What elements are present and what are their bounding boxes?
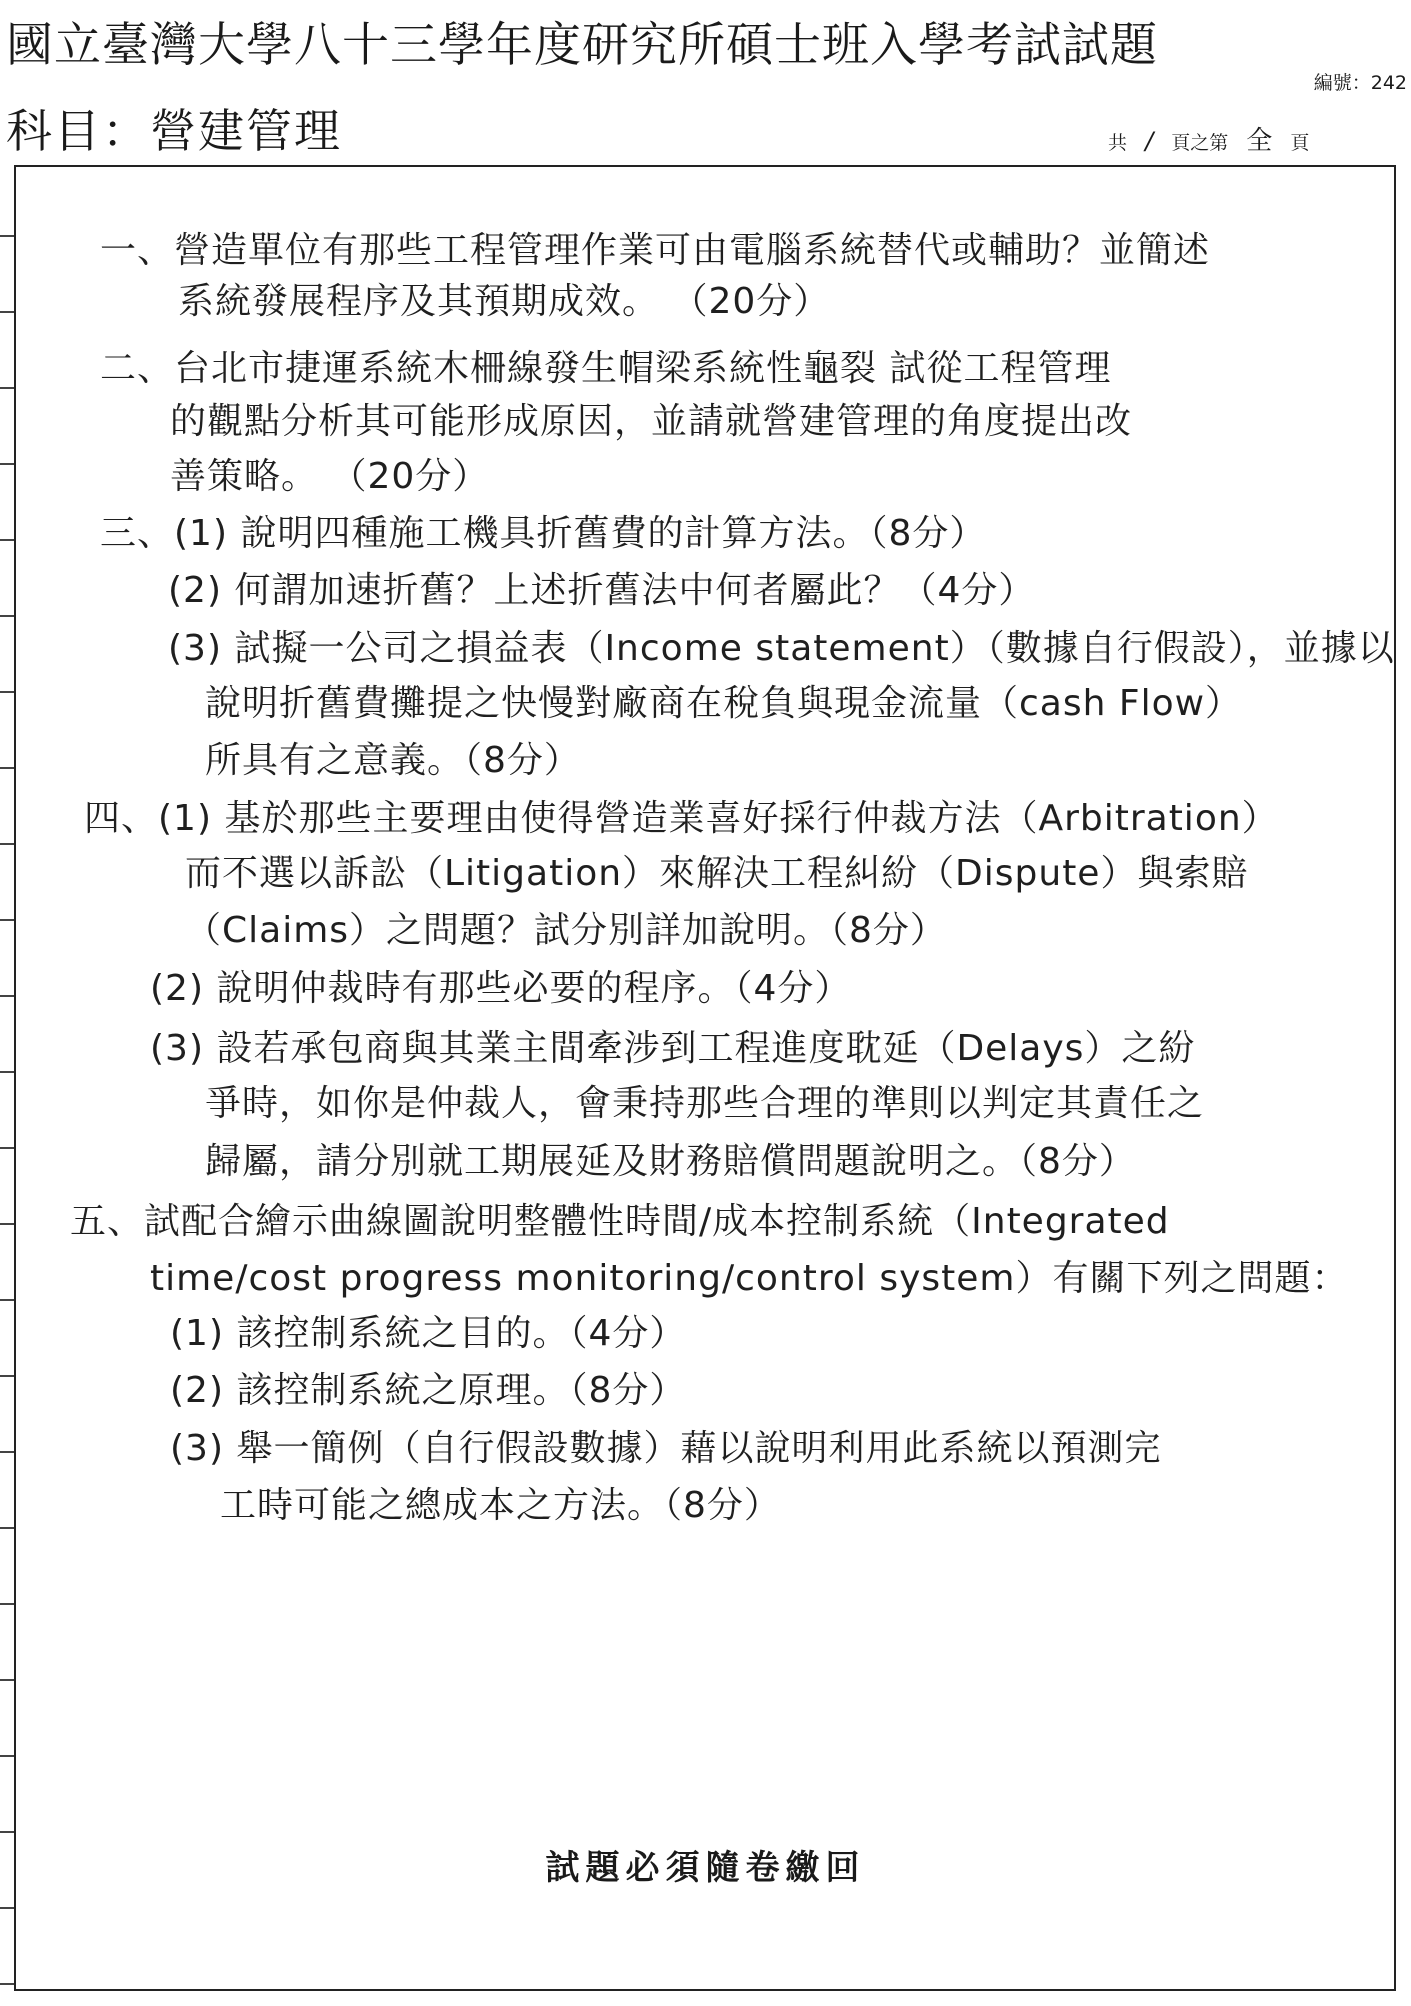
question-4-line-5: (3) 設若承包商與其業主間牽涉到工程進度耽延（Delays）之紛 (150, 1028, 1196, 1069)
question-3-line-3: (3) 試擬一公司之損益表（Income statement）（數據自行假設），並據以 (168, 628, 1395, 669)
question-4-line-2: 而不選以訴訟（Litigation）來解決工程糾紛（Dispute）與索賠 (185, 853, 1249, 894)
page-info-page-of: 頁之第 (1171, 132, 1229, 154)
question-5-line-5: (3) 舉一簡例（自行假設數據）藉以說明利用此系統以預測完 (170, 1428, 1162, 1469)
question-4-line-1: 四、(1) 基於那些主要理由使得營造業喜好採行仲裁方法（Arbitration） (84, 798, 1279, 839)
question-1-line-2: 系統發展程序及其預期成效。 （20分） (178, 281, 831, 322)
exam-title: 國立臺灣大學八十三學年度研究所碩士班入學考試試題 (6, 18, 1158, 73)
question-5-line-4: (2) 該控制系統之原理。（8分） (170, 1370, 687, 1411)
question-1-line-1: 一、營造單位有那些工程管理作業可由電腦系統替代或輔助？並簡述 (100, 230, 1211, 271)
question-5-line-2: time/cost progress monitoring/control system）有關下列之問題： (150, 1258, 1349, 1299)
question-3-line-4: 說明折舊費攤提之快慢對廠商在稅負與現金流量（cash Flow） (205, 683, 1243, 724)
question-3-line-1: 三、(1) 說明四種施工機具折舊費的計算方法。（8分） (100, 513, 987, 554)
exam-subject: 科目：營建管理 (6, 104, 342, 158)
question-4-line-3: （Claims）之問題？試分別詳加說明。（8分） (185, 910, 947, 951)
question-5-line-3: (1) 該控制系統之目的。（4分） (170, 1313, 687, 1354)
question-2-line-1: 二、台北市捷運系統木柵線發生帽梁系統性龜裂 試從工程管理 (100, 348, 1112, 389)
question-3-line-2: (2) 何謂加速折舊？上述折舊法中何者屬此？（4分） (168, 570, 1036, 611)
footer-note: 試題必須隨卷繳回 (545, 1848, 866, 1888)
page-info (1108, 120, 1321, 157)
question-5-line-6: 工時可能之總成本之方法。（8分） (220, 1485, 781, 1526)
question-4-line-7: 歸屬，請分別就工期展延及財務賠償問題說明之。（8分） (205, 1141, 1136, 1182)
page-info-gong: 共 (1108, 132, 1128, 154)
question-2-line-2: 的觀點分析其可能形成原因，並請就營建管理的角度提出改 (170, 401, 1133, 442)
exam-serial-number: 編號：242 (1313, 72, 1407, 94)
page-info-total: / (1145, 127, 1154, 155)
page-info-suffix: 頁 (1290, 132, 1310, 154)
question-5-line-1: 五、試配合繪示曲線圖說明整體性時間/成本控制系統（Integrated (70, 1201, 1170, 1242)
page-info-current: 全 (1246, 126, 1273, 156)
question-3-line-5: 所具有之意義。（8分） (205, 740, 581, 781)
question-2-line-3: 善策略。 （20分） (170, 456, 490, 497)
question-4-line-6: 爭時，如你是仲裁人，會秉持那些合理的準則以判定其責任之 (205, 1083, 1205, 1124)
question-4-line-4: (2) 說明仲裁時有那些必要的程序。（4分） (150, 968, 852, 1009)
